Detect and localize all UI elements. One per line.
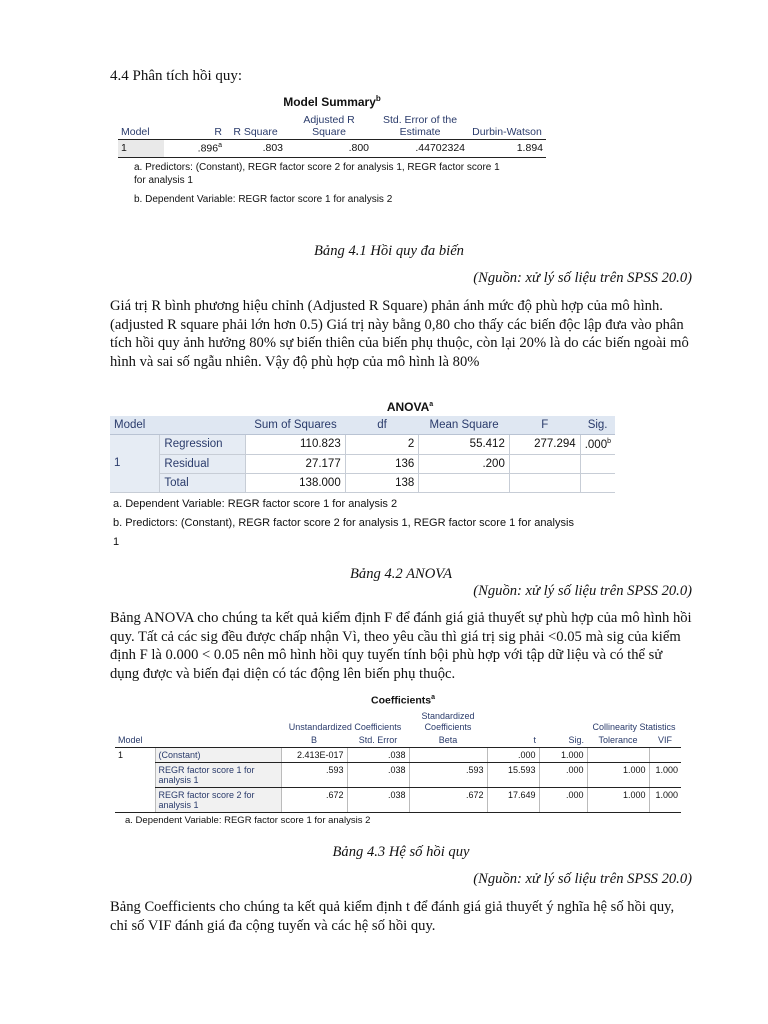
col-header-vif: VIF bbox=[649, 734, 681, 748]
row-label: Regression bbox=[160, 435, 246, 455]
col-header-blank bbox=[155, 734, 281, 748]
model-summary-table bbox=[118, 94, 546, 208]
model-summary-title: Model Summary$^b$ bbox=[283, 94, 381, 109]
row-label: REGR factor score 2 for analysis 1 bbox=[155, 787, 281, 812]
cell-beta bbox=[409, 747, 487, 762]
cell-sum-of-squares: 110.823 bbox=[246, 435, 346, 455]
col-header-t: t bbox=[487, 734, 539, 748]
row-label: Residual bbox=[160, 454, 246, 473]
table-row bbox=[110, 454, 615, 473]
cell-b: 2.413E-017 bbox=[281, 747, 347, 762]
cell-r: .896$^a$ bbox=[164, 140, 225, 158]
col-header-mean-square: Mean Square bbox=[419, 416, 510, 435]
table-row bbox=[115, 787, 681, 812]
col-header-std-error: Std. Error bbox=[347, 734, 409, 748]
col-header-durbin-watson: Durbin-Watson bbox=[468, 113, 546, 140]
col-header-f: F bbox=[509, 416, 580, 435]
col-header-std-error: Std. Error of the Estimate bbox=[372, 113, 468, 140]
cell-durbin-watson: 1.894 bbox=[468, 140, 546, 158]
table-caption: Bảng 4.2 ANOVA bbox=[349, 566, 452, 582]
col-header-sig: Sig. bbox=[580, 416, 615, 435]
col-header-beta: Beta bbox=[409, 734, 487, 748]
col-header-df: df bbox=[345, 416, 419, 435]
cell-tolerance: 1.000 bbox=[587, 762, 649, 787]
table-row bbox=[115, 762, 681, 787]
table-note: a. Dependent Variable: REGR factor score 1 for analysis 2 bbox=[125, 814, 371, 826]
cell-b: .593 bbox=[281, 762, 347, 787]
row-label: (Constant) bbox=[155, 747, 281, 762]
cell-vif: 1.000 bbox=[649, 787, 681, 812]
paragraph: Bảng Coefficients cho chúng ta kết quả kiểm định t để đánh giá giả thuyết ý nghĩa hệ số hồi quy, chỉ số VIF đánh giá đa cộng tuyến và các hệ số hồi quy. bbox=[110, 899, 675, 934]
cell-vif bbox=[649, 747, 681, 762]
col-header-adjusted-r-square: Adjusted R Square bbox=[286, 113, 372, 140]
cell-model: 1 bbox=[115, 747, 155, 812]
row-label: Total bbox=[160, 473, 246, 492]
cell-t: 17.649 bbox=[487, 787, 539, 812]
col-header-r: R bbox=[164, 113, 225, 140]
coefficients-title: Coefficients$^a$ bbox=[371, 694, 435, 707]
cell-tolerance bbox=[587, 747, 649, 762]
cell-model: 1 bbox=[118, 140, 164, 158]
col-header-tolerance: Tolerance bbox=[587, 734, 649, 748]
cell-sum-of-squares: 138.000 bbox=[246, 473, 346, 492]
cell-beta: .593 bbox=[409, 762, 487, 787]
cell-sig bbox=[580, 454, 615, 473]
table-caption: Bảng 4.3 Hệ số hồi quy bbox=[332, 844, 470, 860]
coefficients-table bbox=[115, 694, 681, 826]
col-header-model: Model bbox=[110, 416, 160, 435]
cell-f bbox=[509, 454, 580, 473]
table-source: (Nguồn: xử lý số liệu trên SPSS 20.0) bbox=[473, 871, 692, 887]
paragraph: Bảng ANOVA cho chúng ta kết quả kiểm định F để đánh giá giả thuyết sự phù hợp của mô hình hồi quy. Tất cả các sig đều được chấp nhận Vì, theo yêu cầu thì giá trị sig phải <0.05 mà sig của kiểm định F là 0.000 < 0.05 nên mô hình hồi quy tuyến tính bội phù hợp với tập dữ liệu và có thể sử dụng được và biến đại diện có tác động lên biến phụ thuộc. bbox=[110, 610, 692, 682]
anova-table bbox=[110, 400, 615, 552]
cell-tolerance: 1.000 bbox=[587, 787, 649, 812]
col-header-b: B bbox=[281, 734, 347, 748]
table-note: b. Predictors: (Constant), REGR factor score 2 for analysis 1, REGR factor score 1 for analysis 1 bbox=[113, 516, 574, 548]
anova-title: ANOVA$^a$ bbox=[386, 400, 434, 414]
table-row bbox=[115, 747, 681, 762]
table-caption: Bảng 4.1 Hồi quy đa biến bbox=[314, 243, 464, 259]
table-source: (Nguồn: xử lý số liệu trên SPSS 20.0) bbox=[473, 270, 692, 286]
cell-sum-of-squares: 27.177 bbox=[246, 454, 346, 473]
cell-df: 138 bbox=[345, 473, 419, 492]
cell-sig: 1.000 bbox=[539, 747, 587, 762]
cell-mean-square: 55.412 bbox=[419, 435, 510, 455]
cell-std-error: .038 bbox=[347, 762, 409, 787]
cell-sig: .000$^b$ bbox=[580, 435, 615, 455]
col-header-model: Model bbox=[115, 734, 155, 748]
cell-t: 15.593 bbox=[487, 762, 539, 787]
cell-b: .672 bbox=[281, 787, 347, 812]
cell-df: 2 bbox=[345, 435, 419, 455]
group-header-unstandardized: Unstandardized Coefficients bbox=[288, 721, 402, 732]
cell-model: 1 bbox=[110, 435, 160, 493]
col-header-sum-of-squares: Sum of Squares bbox=[246, 416, 346, 435]
cell-mean-square bbox=[419, 473, 510, 492]
cell-adjusted-r-square: .800 bbox=[286, 140, 372, 158]
cell-std-error: .038 bbox=[347, 747, 409, 762]
cell-beta: .672 bbox=[409, 787, 487, 812]
group-header-collinearity: Collinearity Statistics bbox=[592, 721, 676, 732]
cell-r-square: .803 bbox=[225, 140, 286, 158]
cell-sig: .000 bbox=[539, 762, 587, 787]
section-title: 4.4 Phân tích hồi quy: bbox=[110, 68, 243, 84]
table-note: a. Dependent Variable: REGR factor score 1 for analysis 2 bbox=[113, 497, 398, 510]
cell-sig: .000 bbox=[539, 787, 587, 812]
col-header-r-square: R Square bbox=[225, 113, 286, 140]
cell-df: 136 bbox=[345, 454, 419, 473]
cell-f: 277.294 bbox=[509, 435, 580, 455]
cell-vif: 1.000 bbox=[649, 762, 681, 787]
table-source: (Nguồn: xử lý số liệu trên SPSS 20.0) bbox=[473, 583, 692, 599]
cell-sig bbox=[580, 473, 615, 492]
cell-std-error: .038 bbox=[347, 787, 409, 812]
cell-t: .000 bbox=[487, 747, 539, 762]
table-note: a. Predictors: (Constant), REGR factor score 2 for analysis 1, REGR factor score 1 for analysis 1 bbox=[134, 161, 500, 186]
table-row bbox=[110, 435, 615, 455]
cell-std-error: .44702324 bbox=[372, 140, 468, 158]
table-note: b. Dependent Variable: REGR factor score 1 for analysis 2 bbox=[134, 193, 393, 205]
cell-mean-square: .200 bbox=[419, 454, 510, 473]
row-label: REGR factor score 1 for analysis 1 bbox=[155, 762, 281, 787]
col-header-blank bbox=[160, 416, 246, 435]
paragraph: Giá trị R bình phương hiệu chỉnh (Adjusted R Square) phản ánh mức độ phù hợp của mô hình. (adjusted R square phải lớn hơn 0.5) Giá trị này bằng 0,80 cho thấy các biến độc lập đưa vào phân tích hồi quy ảnh hưởng 80% sự biến thiên của biến phụ thuộc, còn lại 20% là do các biến ngoài mô hình và sai số ngẫu nhiên. Vậy độ phù hợp của mô hình là 80% bbox=[110, 298, 689, 370]
table-row bbox=[118, 140, 546, 158]
cell-f bbox=[509, 473, 580, 492]
col-header-model: Model bbox=[118, 113, 164, 140]
col-header-sig: Sig. bbox=[539, 734, 587, 748]
table-row bbox=[110, 473, 615, 492]
group-header-standardized: Standardized Coefficients bbox=[421, 710, 475, 732]
